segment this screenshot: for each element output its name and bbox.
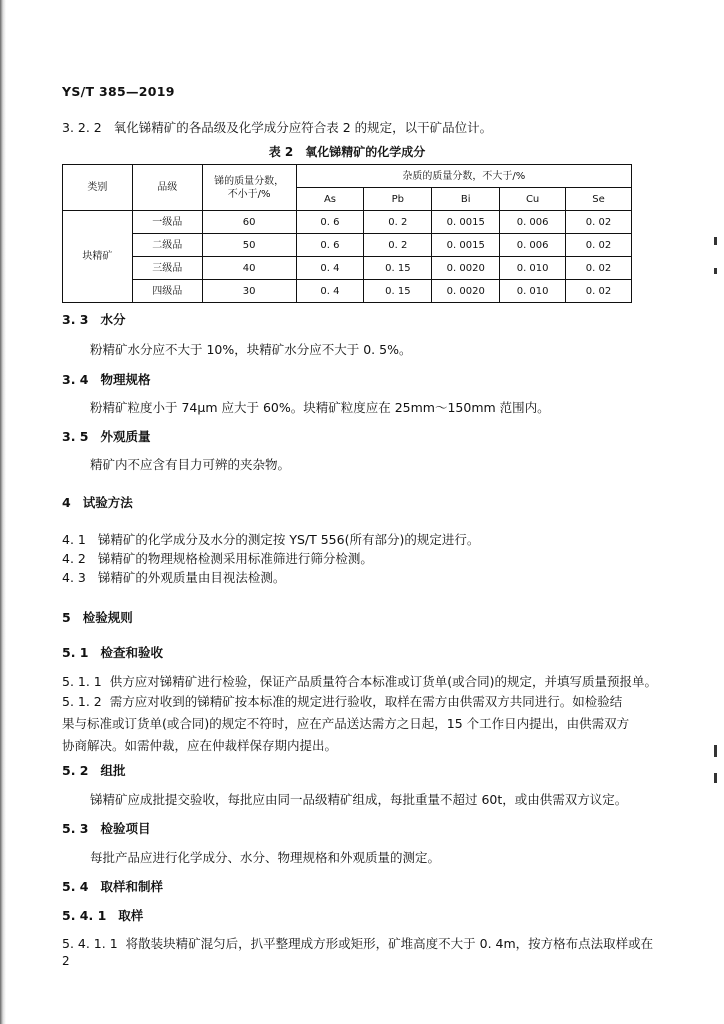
section-3-3-heading: 3. 3 水分 (62, 312, 126, 327)
sb-cell: 40 (202, 257, 296, 280)
header-cu: Cu (500, 188, 566, 211)
clause-4-3: 4. 3 锑精矿的外观质量由目视法检测。 (62, 570, 286, 585)
section-5-3-heading: 5. 3 检验项目 (62, 821, 151, 836)
standard-number: YS/T 385—2019 (62, 84, 175, 99)
clause-number: 3. 2. 2 (62, 120, 102, 135)
se-cell: 0. 02 (566, 280, 632, 303)
category-cell: 块精矿 (63, 211, 133, 303)
se-cell: 0. 02 (566, 211, 632, 234)
table-caption: 表 2 氧化锑精矿的化学成分 (268, 145, 426, 159)
se-cell: 0. 02 (566, 234, 632, 257)
as-cell: 0. 4 (296, 280, 364, 303)
chapter-5-heading: 5 检验规则 (62, 610, 133, 625)
scan-mark (714, 268, 717, 274)
clause-text: 氧化锑精矿的各品级及化学成分应符合表 2 的规定，以干矿品位计。 (113, 120, 493, 135)
table-row (63, 234, 632, 257)
section-5-4-heading: 5. 4 取样和制样 (62, 879, 164, 894)
cu-cell: 0. 010 (500, 257, 566, 280)
pb-cell: 0. 2 (364, 234, 432, 257)
pb-cell: 0. 15 (364, 280, 432, 303)
grade-cell: 四级品 (132, 280, 202, 303)
scan-mark (714, 237, 717, 245)
clause-5-1-2: 5. 1. 2 需方应对收到的锑精矿按本标准的规定进行验收，取样在需方由供需双方共同进行。如检验结 果与标准或订货单(或合同)的规定不符时，应在产品送达需方之日起，15 个工作日内提出，由供需双方 协商解决。如需仲裁，应在仲裁样保存期内提出。 (62, 694, 630, 753)
header-impurity: 杂质的质量分数，不大于/% (296, 165, 631, 188)
section-3-4-heading: 3. 4 物理规格 (62, 372, 151, 387)
header-bi: Bi (432, 188, 500, 211)
section-5-3-text: 每批产品应进行化学成分、水分、物理规格和外观质量的测定。 (90, 850, 441, 865)
bi-cell: 0. 0020 (432, 257, 500, 280)
section-3-5-text: 精矿内不应含有目力可辨的夹杂物。 (90, 457, 291, 472)
cu-cell: 0. 006 (500, 234, 566, 257)
bi-cell: 0. 0020 (432, 280, 500, 303)
section-3-5-heading: 3. 5 外观质量 (62, 429, 151, 444)
bi-cell: 0. 0015 (432, 211, 500, 234)
sb-cell: 30 (202, 280, 296, 303)
table-row (63, 211, 632, 234)
bi-cell: 0. 0015 (432, 234, 500, 257)
scan-edge-shadow (0, 0, 6, 1024)
section-5-2-heading: 5. 2 组批 (62, 763, 126, 778)
grade-cell: 三级品 (132, 257, 202, 280)
clause-4-1: 4. 1 锑精矿的化学成分及水分的测定按 YS/T 556(所有部分)的规定进行。 (62, 532, 480, 547)
clause-3-2-2 (62, 118, 492, 138)
header-as: As (296, 188, 364, 211)
sb-cell: 50 (202, 234, 296, 257)
table-row (63, 280, 632, 303)
table-row (63, 257, 632, 280)
header-grade: 品级 (132, 165, 202, 211)
scan-mark (714, 773, 717, 783)
sb-cell: 60 (202, 211, 296, 234)
pb-cell: 0. 2 (364, 211, 432, 234)
clause-5-1-1: 5. 1. 1 供方应对锑精矿进行检验，保证产品质量符合本标准或订货单(或合同)的规定，并填写质量预报单。 (62, 674, 658, 689)
clause-5-4-1-1: 5. 4. 1. 1 将散装块精矿混匀后，扒平整理成方形或矩形，矿堆高度不大于 0. 4m，按方格布点法取样或在 (62, 936, 654, 951)
pb-cell: 0. 15 (364, 257, 432, 280)
chemical-composition-table (62, 164, 632, 303)
header-pb: Pb (364, 188, 432, 211)
section-3-4-text: 粉精矿粒度小于 74μm 应大于 60%。块精矿粒度应在 25mm～150mm 范围内。 (90, 400, 550, 415)
header-se: Se (566, 188, 632, 211)
as-cell: 0. 6 (296, 234, 364, 257)
cu-cell: 0. 010 (500, 280, 566, 303)
scan-mark (714, 745, 717, 757)
page-number: 2 (62, 954, 70, 968)
clause-4-2: 4. 2 锑精矿的物理规格检测采用标准筛进行筛分检测。 (62, 551, 373, 566)
as-cell: 0. 6 (296, 211, 364, 234)
section-5-1-heading: 5. 1 检查和验收 (62, 645, 164, 660)
chapter-4-heading: 4 试验方法 (62, 495, 133, 510)
header-sb: 锑的质量分数， 不小于/% (202, 165, 296, 211)
section-3-3-text: 粉精矿水分应不大于 10%，块精矿水分应不大于 0. 5%。 (90, 342, 412, 357)
grade-cell: 一级品 (132, 211, 202, 234)
section-5-4-1-heading: 5. 4. 1 取样 (62, 908, 144, 923)
cu-cell: 0. 006 (500, 211, 566, 234)
header-category: 类别 (63, 165, 133, 211)
section-5-2-text: 锑精矿应成批提交验收，每批应由同一品级精矿组成，每批重量不超过 60t，或由供需双方议定。 (90, 792, 628, 807)
se-cell: 0. 02 (566, 257, 632, 280)
as-cell: 0. 4 (296, 257, 364, 280)
grade-cell: 二级品 (132, 234, 202, 257)
